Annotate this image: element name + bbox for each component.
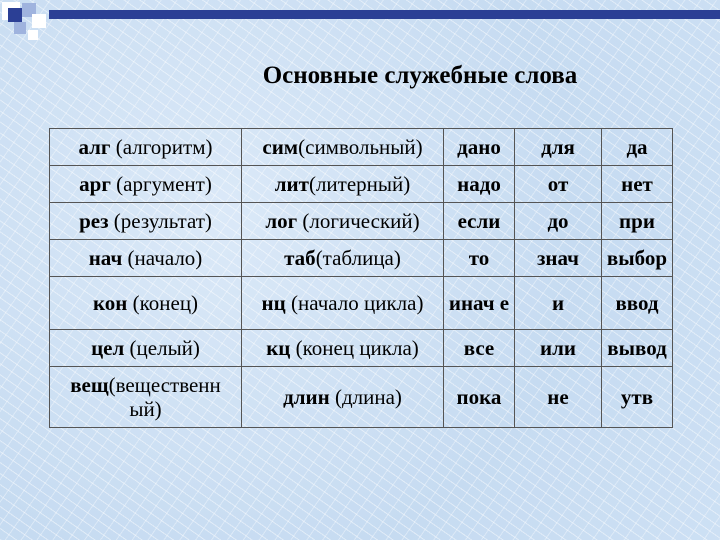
table-cell: нач (начало) [50, 240, 242, 277]
table-cell: выбор [602, 240, 673, 277]
table-cell: таб(таблица) [242, 240, 444, 277]
table-cell: алг (алгоритм) [50, 129, 242, 166]
table-cell: знач [515, 240, 602, 277]
table-cell: пока [444, 367, 515, 428]
table-cell: рез (результат) [50, 203, 242, 240]
table-cell: для [515, 129, 602, 166]
corner-square-dark [8, 8, 22, 22]
keywords-table-container [49, 128, 673, 428]
table-cell: от [515, 166, 602, 203]
table-cell: надо [444, 166, 515, 203]
table-cell: до [515, 203, 602, 240]
table-row [50, 129, 673, 166]
corner-square-light-2 [14, 22, 26, 34]
table-cell: арг (аргумент) [50, 166, 242, 203]
table-cell: лит(литерный) [242, 166, 444, 203]
table-cell: сим(символьный) [242, 129, 444, 166]
table-row [50, 277, 673, 330]
table-cell: лог (логический) [242, 203, 444, 240]
table-row [50, 367, 673, 428]
table-cell: кц (конец цикла) [242, 330, 444, 367]
table-cell: вещ(вещественн ый) [50, 367, 242, 428]
table-row [50, 166, 673, 203]
table-cell: кон (конец) [50, 277, 242, 330]
table-row [50, 240, 673, 277]
table-row [50, 330, 673, 367]
table-cell: или [515, 330, 602, 367]
corner-square-white-3 [28, 30, 38, 40]
table-cell: при [602, 203, 673, 240]
table-cell: не [515, 367, 602, 428]
corner-square-white-2 [32, 14, 46, 28]
table-cell: да [602, 129, 673, 166]
table-cell: нц (начало цикла) [242, 277, 444, 330]
table-cell: то [444, 240, 515, 277]
table-cell: длин (длина) [242, 367, 444, 428]
table-cell: дано [444, 129, 515, 166]
table-cell: утв [602, 367, 673, 428]
table-cell: инач е [444, 277, 515, 330]
table-cell: ввод [602, 277, 673, 330]
table-cell: если [444, 203, 515, 240]
header-bar [49, 10, 720, 19]
table-cell: вывод [602, 330, 673, 367]
table-cell: и [515, 277, 602, 330]
table-row [50, 203, 673, 240]
table-cell: нет [602, 166, 673, 203]
table-cell: цел (целый) [50, 330, 242, 367]
table-cell: все [444, 330, 515, 367]
keywords-table [49, 128, 673, 428]
slide-title: Основные служебные слова [262, 62, 578, 89]
